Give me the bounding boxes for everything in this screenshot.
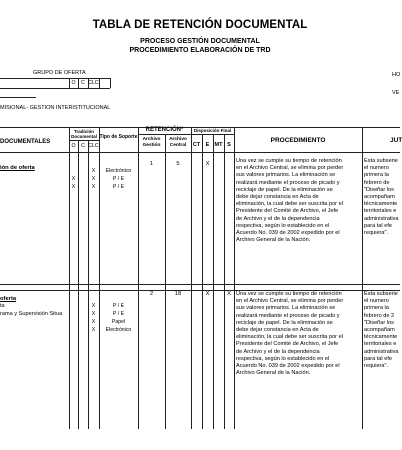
just-line: febrero de 2 [364, 312, 395, 319]
row2-soporte: Electrónico [105, 327, 132, 333]
row2-disp-e: X [205, 291, 210, 297]
proc-line: Archivo General de la Nación. [236, 370, 311, 377]
row2-subserie: ta [0, 303, 5, 309]
hdr-clc: CLC [88, 143, 99, 149]
hdr-s: S [227, 142, 231, 148]
rule [0, 78, 110, 79]
proc-line: de Archivo y el de la dependencia [236, 215, 320, 222]
proc-line: eliminación, la cual debe ser suscrita por el [236, 334, 343, 341]
row2-soporte: Papel [111, 319, 126, 325]
hdr-archivo-central: Archivo Central [169, 137, 187, 148]
col-line [362, 127, 363, 429]
just-line: territoriales e [364, 341, 397, 348]
just-line: primera la [364, 305, 389, 312]
misional-label: MISIONAL- GESTION INTERISTITUCIONAL [0, 105, 111, 111]
just-line: territoriales e [364, 208, 397, 215]
hdr-disposicion: Disposición Final [193, 128, 232, 133]
row2-justificacion [364, 291, 400, 370]
row1-soporte: Electrónico [105, 168, 132, 174]
just-line: primera la [364, 172, 389, 179]
hdr-tipo-soporte: Tipo de Soporte [99, 134, 138, 140]
proc-line: Acuerdo No. 039 de 2002 expedido por el [236, 363, 340, 370]
row2-disp-s: X [227, 291, 231, 297]
row2-subserie: rama y Supervisión Situa [0, 311, 63, 317]
just-line: técnicamente [364, 334, 398, 341]
just-line: para tal efe [364, 355, 392, 362]
just-line: acompañam [364, 327, 395, 334]
procedure-subtitle: PROCEDIMIENTO ELABORACIÓN DE TRD [129, 47, 271, 54]
row2-mark: X [91, 311, 96, 317]
just-line: acompañam [364, 194, 395, 201]
proc-line: Una vez se cumple su tiempo de retención [236, 291, 342, 297]
proc-line: respectiva, según lo establecido en el [236, 355, 330, 362]
rule [0, 97, 36, 98]
proc-line: respectiva, según lo establecido en el [236, 222, 330, 229]
row1-mark: X [71, 176, 76, 182]
rule [69, 140, 99, 141]
hdr-retencion: RETENCIÓN* [145, 127, 184, 133]
proc-line: sus valores primarios. La eliminación se [236, 172, 336, 179]
row2-soporte: P / E [112, 311, 125, 317]
proc-line: en el Archivo Central, se elimina por perder [236, 298, 344, 305]
hdr-c: C [81, 143, 85, 149]
hdr-documentales: DOCUMENTALES [0, 139, 51, 145]
proc-line: reciclaje de papel. De la eliminación se [236, 186, 333, 193]
hdr-procedimiento: PROCEDIMIENTO [270, 137, 326, 144]
just-line: requiera". [364, 230, 389, 237]
hdr-tradicion: Tradición Documental [71, 129, 97, 139]
row2-procedimiento [236, 291, 361, 377]
row1-mark: X [91, 184, 96, 190]
just-line: Esta subserie [364, 158, 398, 164]
col-line [165, 134, 166, 429]
col-line [213, 134, 214, 429]
hdr-o-small: O [71, 80, 76, 86]
row2-mark: X [91, 303, 96, 309]
table-header-bottom [0, 152, 400, 153]
col-line [69, 127, 70, 429]
hdr-o: O [71, 143, 76, 149]
row1-justificacion [364, 158, 400, 237]
row2-soporte: P / E [112, 303, 125, 309]
process-subtitle: PROCESO GESTIÓN DOCUMENTAL [140, 38, 260, 45]
row2-mark: X [91, 327, 96, 333]
col-line [78, 140, 79, 429]
row1-archivo-central: 5 [176, 161, 180, 167]
proc-line: reciclaje de papel. De la eliminación se [236, 319, 333, 326]
row2-mark: X [91, 319, 96, 325]
row1-archivo-gestion: 1 [149, 161, 154, 167]
row1-mark: X [91, 168, 96, 174]
proc-line: Presidente del Comité de Archivo, el Jefe [236, 208, 339, 215]
proc-line: realizará mediante el proceso de picado y [236, 179, 340, 186]
grupo-label: GRUPO DE OFERTA [33, 70, 86, 76]
just-line: febrero de [364, 179, 390, 186]
col-line [138, 127, 139, 429]
proc-line: realizará mediante el proceso de picado y [236, 312, 340, 319]
proc-line: Presidente del Comité de Archivo, el Jefe [236, 341, 339, 348]
hdr-e: E [205, 142, 210, 148]
just-line: el numero [364, 165, 389, 172]
row1-disp-e: X [205, 161, 210, 167]
rule [99, 78, 100, 88]
row2-archivo-central: 18 [174, 291, 182, 297]
hdr-archivo-gestion: Archivo Gestión [142, 137, 161, 148]
hdr-mt: MT [214, 142, 223, 148]
hdr-c-small: C [81, 80, 85, 86]
row1-mark: X [71, 184, 76, 190]
hdr-justificacion: JUT [390, 137, 402, 144]
document-title: TABLA DE RETENCIÓN DOCUMENTAL [92, 19, 308, 31]
just-line: requiera". [364, 363, 389, 370]
row1-mark: X [91, 176, 96, 182]
just-line: técnicamente [364, 201, 398, 208]
just-line: para tal efe [364, 222, 392, 229]
row-divider [0, 284, 400, 285]
hdr-ct: CT [192, 142, 201, 148]
just-line: administrativa [364, 348, 399, 355]
col-line [191, 127, 192, 429]
proc-line: debe dejar constancia en Acta de [236, 327, 319, 334]
proc-line: Archivo General de la Nación. [236, 237, 311, 244]
just-line: administrativa [364, 215, 399, 222]
just-line: "Diseñar los [364, 319, 394, 326]
proc-line: sus valores primarios. La eliminación se [236, 305, 336, 312]
row2-serie: oferta [0, 296, 17, 302]
col-line [224, 134, 225, 429]
ho-label: HO [392, 72, 401, 78]
proc-line: en el Archivo Central, se elimina por perder [236, 165, 344, 172]
col-line [234, 127, 235, 429]
just-line: Esta subserie [364, 291, 398, 297]
row1-soporte: P / E [112, 184, 125, 190]
row1-serie: ión de oferta [0, 165, 35, 171]
row2-archivo-gestion: 2 [149, 291, 154, 297]
proc-line: Una vez se cumple su tiempo de retención [236, 158, 342, 164]
just-line: "Diseñar los [364, 186, 394, 193]
just-line: el numero [364, 298, 389, 305]
row1-soporte: P / E [112, 176, 125, 182]
hdr-clc-small: CLC [88, 80, 99, 86]
rule [110, 78, 111, 88]
proc-line: Acuerdo No. 039 de 2002 expedido por el [236, 230, 340, 237]
proc-line: eliminación, la cual debe ser suscrita por el [236, 201, 343, 208]
proc-line: debe dejar constancia en Acta de [236, 194, 319, 201]
rule [0, 88, 110, 89]
col-line [202, 134, 203, 429]
row1-procedimiento [236, 158, 361, 244]
ve-label: VE [392, 90, 400, 96]
proc-line: de Archivo y el de la dependencia [236, 348, 320, 355]
